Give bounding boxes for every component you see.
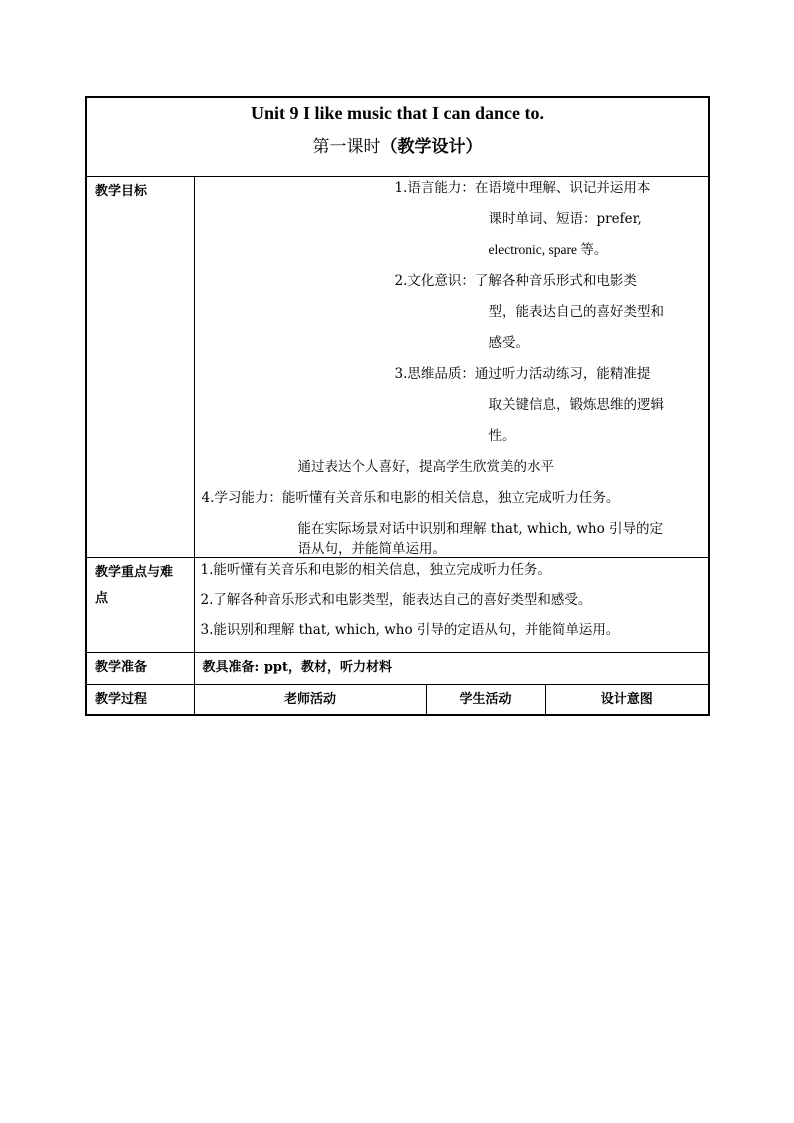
title-row [86, 97, 709, 177]
goal-3-line-2: 取关键信息，锻炼思维的逻辑 [488, 397, 664, 413]
process-label: 教学过程 [86, 685, 194, 716]
focus-label [86, 558, 194, 653]
goal-3-line-1: 3.思维品质：通过听力活动练习，能精准提 [394, 366, 651, 382]
unit-title: Unit 9 I like music that I can dance to. [251, 103, 545, 123]
focus-item-2: 2.了解各种音乐形式和电影类型，能表达自己的喜好类型和感受。 [200, 592, 592, 608]
focus-row [86, 558, 709, 653]
goal-4-line-1: 4.学习能力：能听懂有关音乐和电影的相关信息，独立完成听力任务。 [201, 490, 620, 506]
preparation-value: 教具准备: ppt，教材，听力材料 [194, 653, 709, 685]
goal-2-line-3: 感受。 [488, 335, 529, 351]
process-col-student: 学生活动 [426, 685, 545, 716]
process-col-teacher: 老师活动 [194, 685, 426, 716]
lesson-period: 第一课时 [312, 137, 381, 157]
goals-label: 教学目标 [86, 177, 194, 558]
goal-1-line-3: electronic, spare 等。 [488, 242, 608, 257]
focus-item-3: 3.能识别和理解 that, which, who 引导的定语从句，并能简单运用。 [200, 622, 620, 638]
goal-3-line-3: 性。 [488, 428, 516, 444]
process-col-intent: 设计意图 [545, 685, 709, 716]
process-row [86, 685, 709, 716]
focus-label-line-1: 教学重点与难 [95, 565, 174, 580]
lesson-subtitle [87, 136, 708, 158]
goal-1-line-2: 课时单词、短语：prefer, [488, 211, 642, 227]
lesson-type: （教学设计） [380, 137, 483, 157]
goal-2-line-1: 2.文化意识：了解各种音乐形式和电影类 [394, 273, 637, 289]
goals-row [86, 177, 709, 558]
goals-content [194, 177, 709, 558]
title-cell [86, 97, 709, 177]
lesson-plan-table [85, 96, 710, 716]
goal-1-line-1: 1.语言能力：在语境中理解、识记并运用本 [394, 180, 651, 196]
preparation-row [86, 653, 709, 685]
goal-3-line-4: 通过表达个人喜好，提高学生欣赏美的水平 [297, 459, 554, 475]
focus-content [194, 558, 709, 653]
preparation-label: 教学准备 [86, 653, 194, 685]
goal-4-line-2: 能在实际场景对话中识别和理解 that, which, who 引导的定 [297, 521, 664, 537]
focus-item-1: 1.能听懂有关音乐和电影的相关信息，独立完成听力任务。 [200, 562, 551, 578]
focus-label-line-2: 点 [95, 591, 109, 606]
goal-2-line-2: 型，能表达自己的喜好类型和 [488, 304, 664, 320]
goal-4-line-3: 语从句，并能简单运用。 [297, 541, 446, 557]
